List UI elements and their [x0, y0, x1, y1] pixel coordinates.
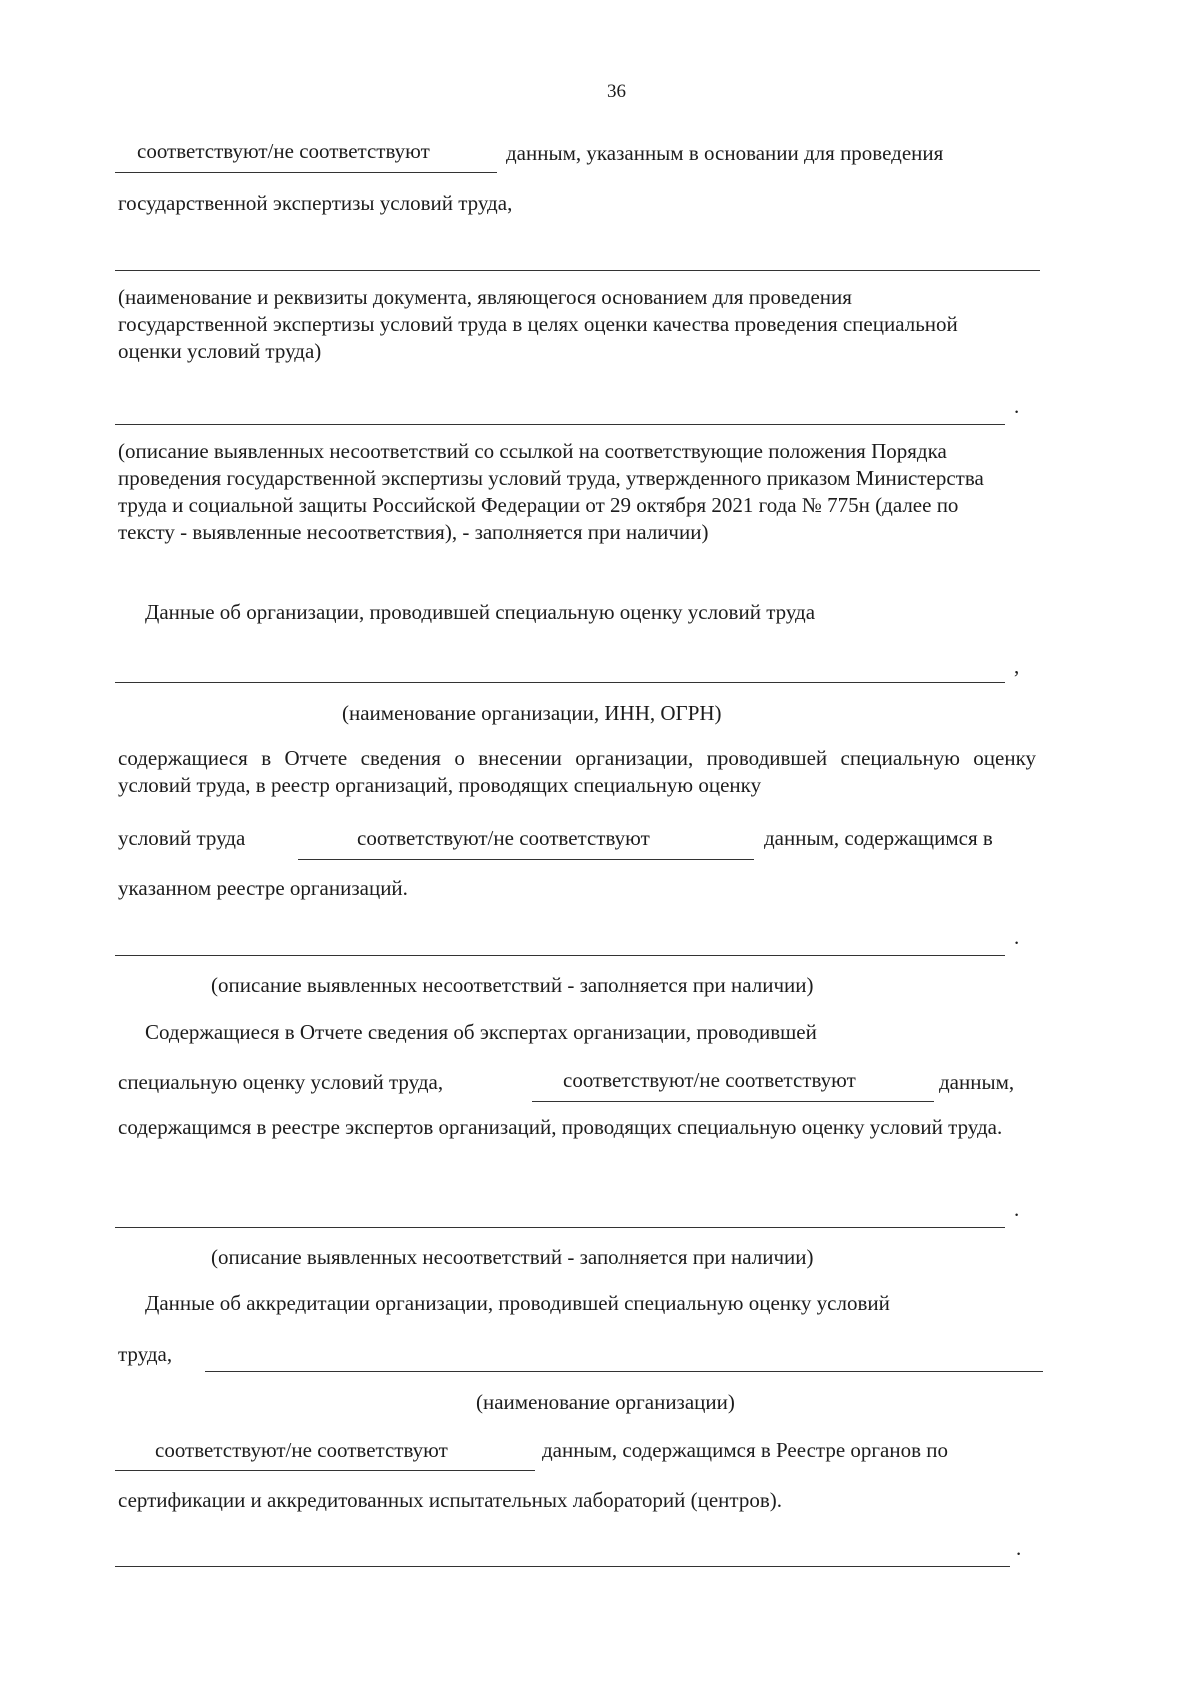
- period-mark-1: .: [1014, 394, 1020, 418]
- fill-underline-2: [298, 859, 754, 860]
- page-number: 36: [607, 81, 626, 102]
- text-after-fill-2: данным, содержащимся в: [764, 826, 993, 850]
- heading-organization-data: Данные об организации, проводившей специальную оценку условий труда: [145, 600, 816, 624]
- fill-value-4: соответствуют/не соответствуют: [155, 1438, 448, 1462]
- fill-value-1: соответствуют/не соответствуют: [137, 139, 430, 163]
- text-after-fill-3: данным,: [939, 1070, 1015, 1094]
- caption-org-name: (наименование организации, ИНН, ОГРН): [342, 701, 722, 725]
- period-mark-4: .: [1016, 1536, 1022, 1560]
- caption-document-basis: (наименование и реквизиты документа, являющегося основанием для проведения государственной экспертизы условий труда в целях оценки качества проведения специальной оценки условий труда): [118, 285, 958, 363]
- blank-line-2: [115, 424, 1005, 425]
- blank-line-3: [115, 682, 1005, 683]
- text-line-4: сертификации и аккредитованных испытательных лабораторий (центров).: [118, 1488, 782, 1512]
- comma-mark-1: ,: [1014, 654, 1020, 678]
- text-before-fill-3: специальную оценку условий труда,: [118, 1070, 444, 1094]
- caption-org-name-2: (наименование организации): [476, 1390, 735, 1414]
- text-before-line-4: труда,: [118, 1342, 173, 1366]
- paragraph-experts-registry: содержащимся в реестре экспертов организаций, проводящих специальную оценку условий труда.: [118, 1115, 1003, 1139]
- fill-value-2: соответствуют/не соответствуют: [357, 826, 650, 850]
- caption-discrepancies-3: (описание выявленных несоответствий - заполняется при наличии): [211, 1245, 814, 1269]
- text-line-1: государственной экспертизы условий труда,: [118, 191, 513, 215]
- text-line-2: указанном реестре организаций.: [118, 876, 408, 900]
- blank-line-6: [205, 1371, 1043, 1372]
- caption-discrepancies-1: (описание выявленных несоответствий со ссылкой на соответствующие положения Порядка проведения государственной экспертизы условий труда, утвержденного приказом Министерства труда и социальной защиты Российской Федерации от 29 октября 2021 года № 775н (далее по тексту - выявленные несоответствия), - заполняется при наличии): [118, 439, 984, 544]
- text-after-fill-1: данным, указанным в основании для проведения: [506, 141, 944, 165]
- text-after-fill-4: данным, содержащимся в Реестре органов по: [542, 1438, 948, 1462]
- fill-underline-4: [115, 1470, 535, 1471]
- text-before-fill-2: условий труда: [118, 826, 246, 850]
- fill-value-3: соответствуют/не соответствуют: [563, 1068, 856, 1092]
- blank-line-4: [115, 955, 1005, 956]
- period-mark-2: .: [1014, 925, 1020, 949]
- paragraph-registry-info: содержащиеся в Отчете сведения о внесении организации, проводившей специальную оценку условий труда, в реестр организаций, проводящих специальную оценку: [118, 746, 1036, 797]
- heading-accreditation-data: Данные об аккредитации организации, проводившей специальную оценку условий: [145, 1291, 890, 1315]
- blank-line-7: [115, 1566, 1010, 1567]
- period-mark-3: .: [1014, 1197, 1020, 1221]
- heading-experts-data: Содержащиеся в Отчете сведения об экспертах организации, проводившей: [145, 1020, 817, 1044]
- blank-line-5: [115, 1227, 1005, 1228]
- fill-underline-3: [532, 1101, 934, 1102]
- caption-discrepancies-2: (описание выявленных несоответствий - заполняется при наличии): [211, 973, 814, 997]
- fill-underline-1: [115, 172, 497, 173]
- blank-line-1: [115, 270, 1040, 271]
